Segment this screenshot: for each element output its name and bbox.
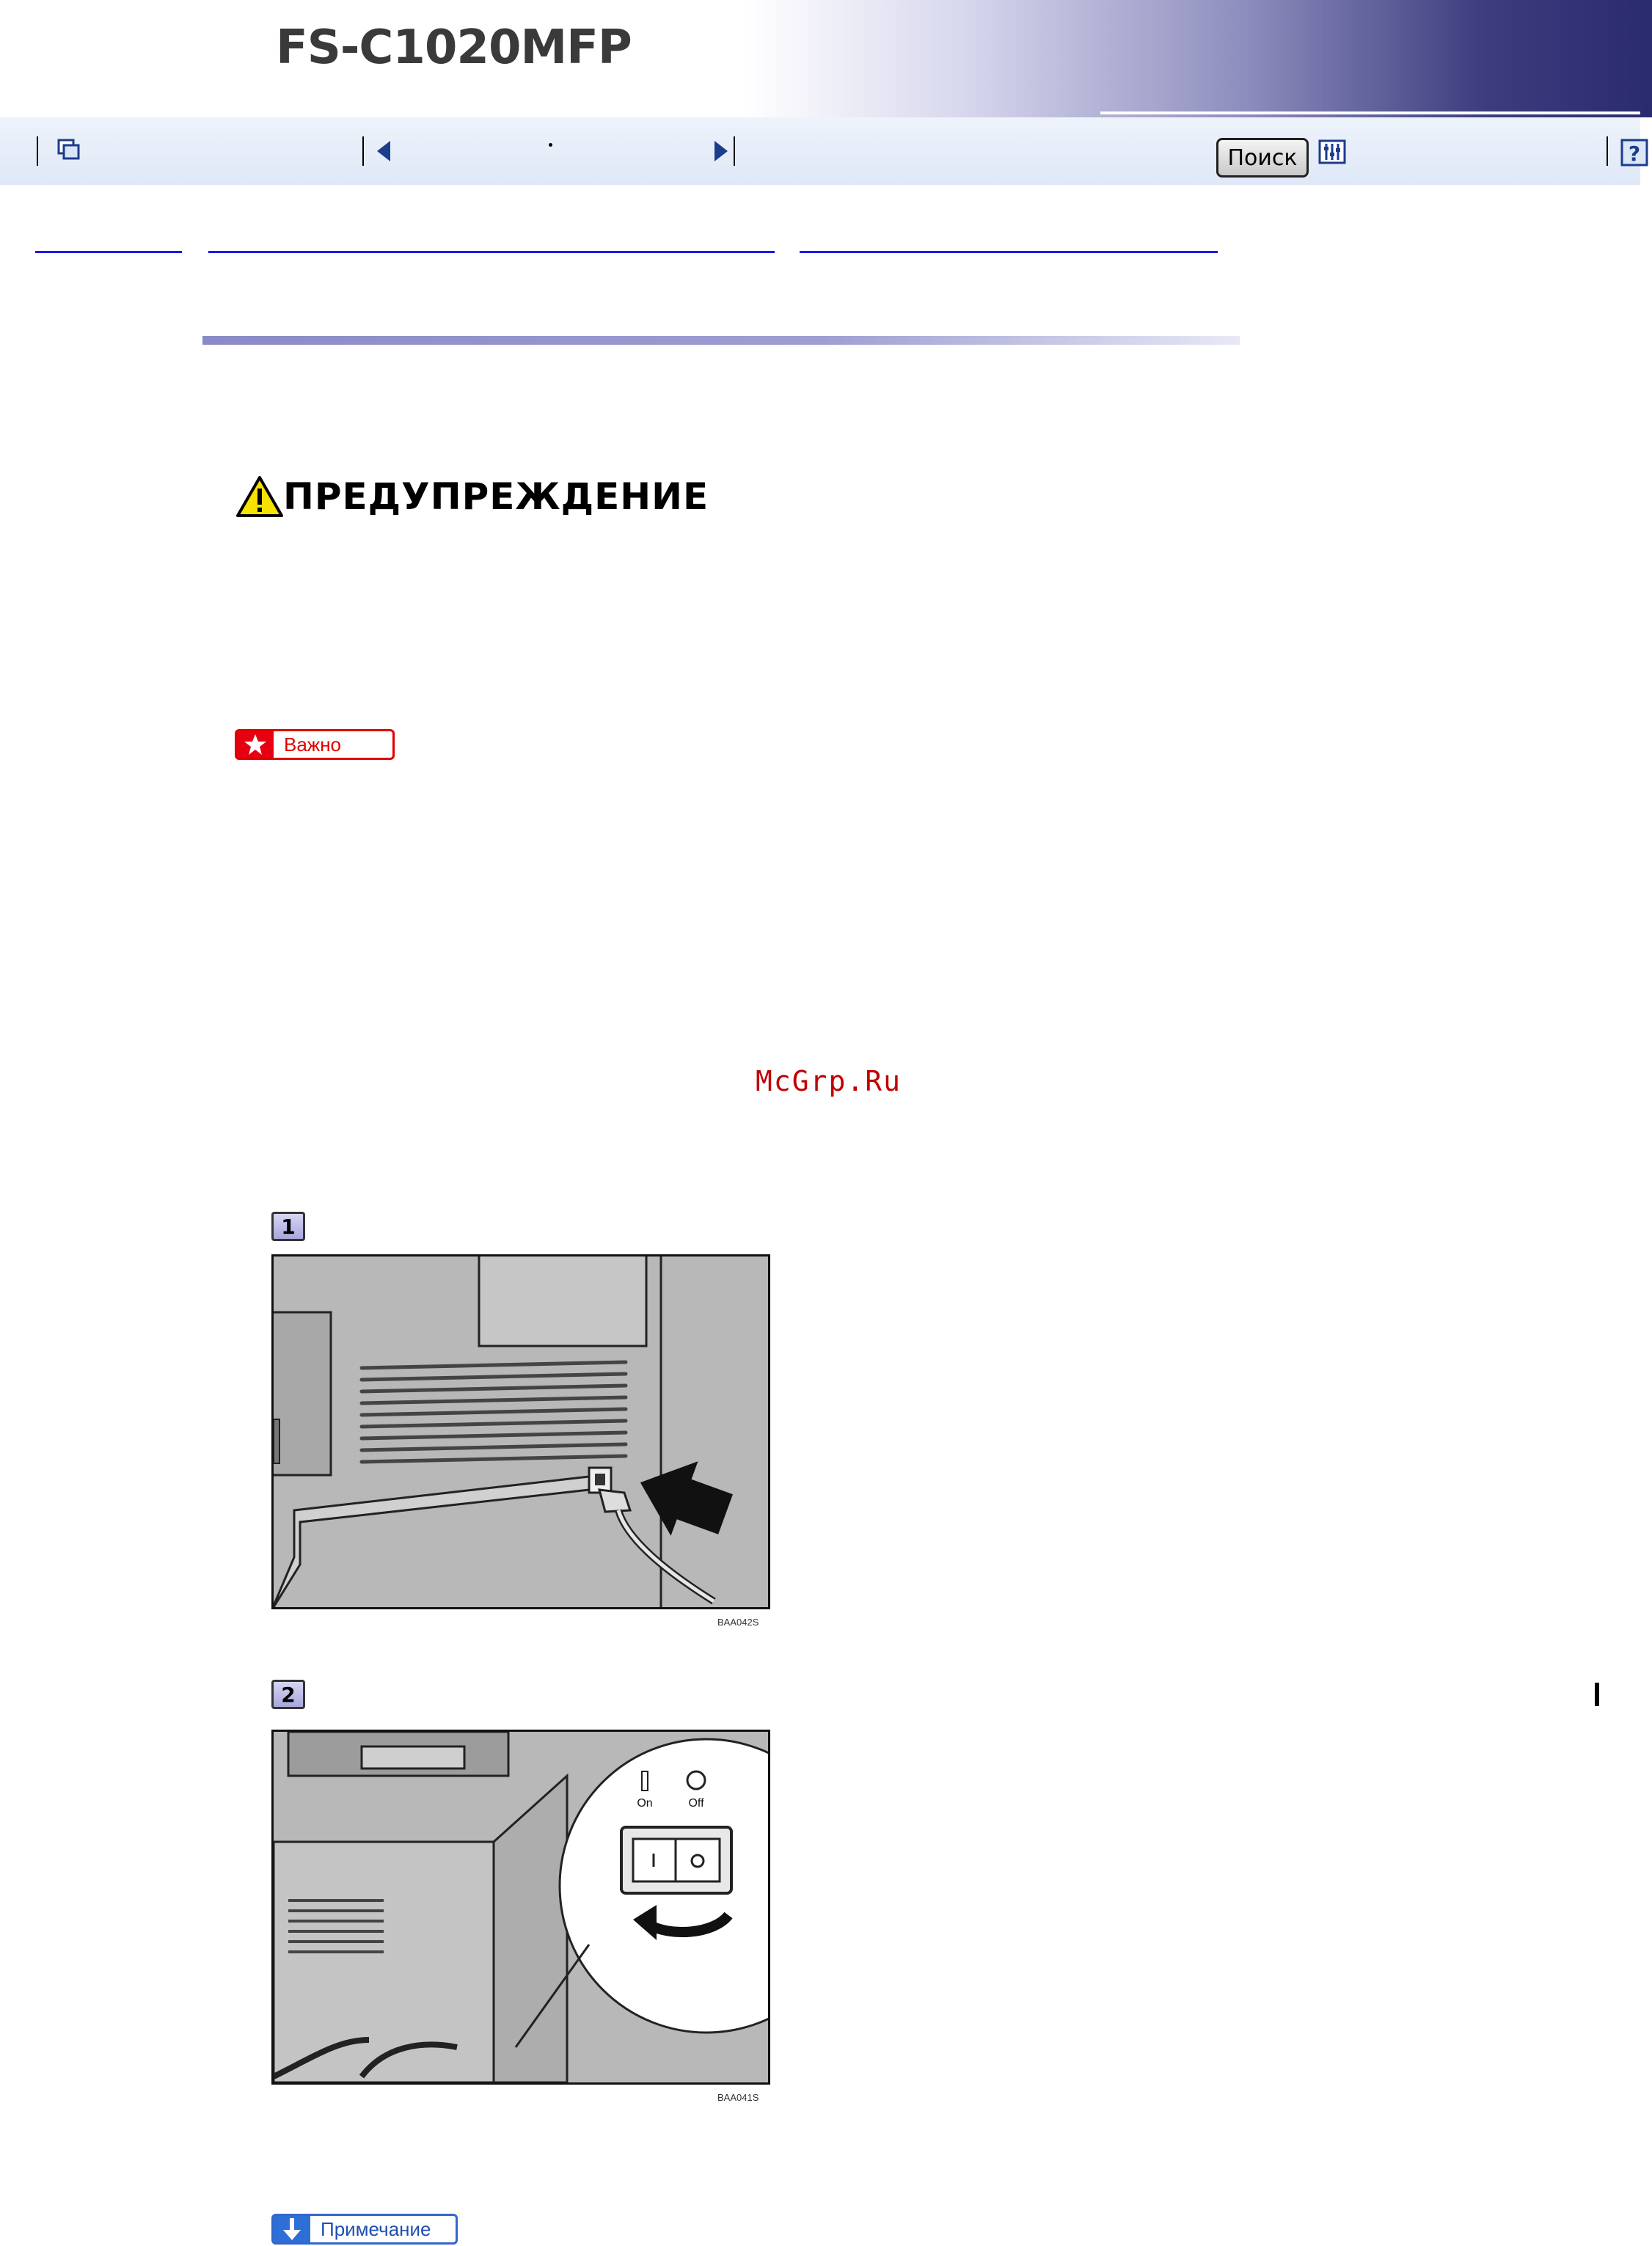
switch-on-label: On [637, 1797, 653, 1810]
header-divider [1100, 111, 1640, 114]
nav-separator [1607, 136, 1608, 166]
important-label [235, 729, 395, 760]
svg-text:?: ? [1628, 142, 1641, 166]
options-icon[interactable] [1317, 138, 1347, 167]
step-2-illustration [271, 1730, 770, 2085]
product-title: FS-C1020MFP [276, 21, 632, 75]
down-arrow-icon [274, 2216, 310, 2242]
figure-code: BAA041S [717, 2092, 759, 2103]
step-number-badge: 2 [271, 1680, 305, 1709]
switch-off-label: Off [688, 1797, 704, 1810]
step-1-illustration [271, 1254, 770, 1609]
star-icon [237, 731, 274, 758]
previous-page-icon[interactable] [370, 136, 399, 166]
navigation-bar [0, 117, 1640, 185]
note-label-text: Примечание [321, 2217, 431, 2240]
important-label-text: Важно [284, 733, 342, 756]
next-page-icon[interactable] [707, 136, 737, 166]
warning-heading [236, 475, 709, 518]
search-button[interactable]: Поиск [1216, 138, 1309, 178]
note-label [271, 2214, 458, 2245]
nav-separator [734, 136, 735, 166]
title-rule [202, 336, 1240, 345]
nav-dot [549, 143, 552, 147]
breadcrumb-link-2[interactable] [208, 251, 775, 253]
breadcrumb-link-3[interactable] [800, 251, 1218, 253]
header-band [0, 0, 1652, 117]
watermark: McGrp.Ru [756, 1065, 902, 1097]
edge-mark [1595, 1683, 1599, 1706]
figure-code: BAA042S [717, 1617, 759, 1628]
contents-icon[interactable] [54, 136, 84, 166]
help-icon[interactable] [1620, 138, 1649, 167]
warning-heading-text: ПРЕДУПРЕЖДЕНИЕ [283, 475, 709, 518]
nav-separator [37, 136, 38, 166]
step-number-badge: 1 [271, 1212, 305, 1241]
warning-triangle-icon [236, 475, 283, 518]
breadcrumb-link-1[interactable] [35, 251, 182, 253]
nav-separator [362, 136, 364, 166]
